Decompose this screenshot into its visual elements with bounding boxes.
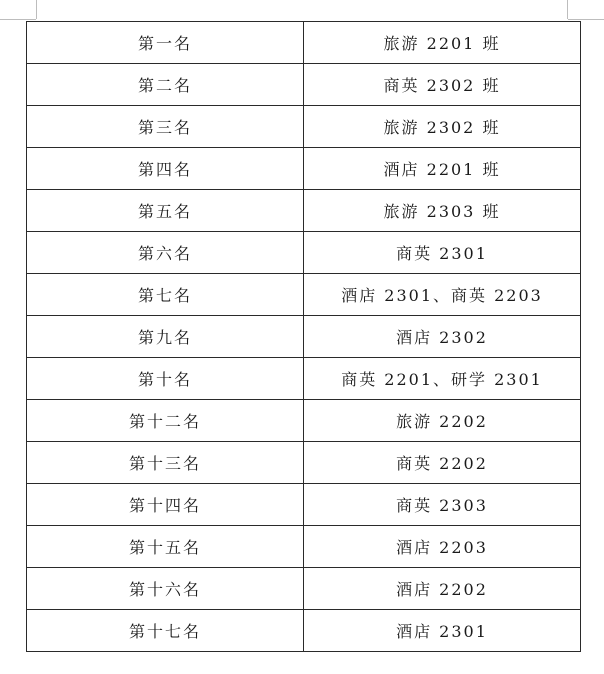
rank-cell: 第十七名 [27,610,304,652]
rank-cell: 第十五名 [27,526,304,568]
table-row [27,106,581,148]
table-row [27,610,581,652]
crop-mark-top-right-horizontal [568,19,604,20]
crop-mark-top-left-horizontal [0,19,36,20]
class-cell: 商英 2303 [304,484,581,526]
crop-mark-top-right-vertical [567,0,568,19]
class-cell: 旅游 2302 班 [304,106,581,148]
class-cell: 商英 2301 [304,232,581,274]
class-cell: 旅游 2201 班 [304,22,581,64]
class-cell: 旅游 2303 班 [304,190,581,232]
table-row [27,190,581,232]
rank-cell: 第六名 [27,232,304,274]
rank-cell: 第十四名 [27,484,304,526]
table-row [27,484,581,526]
rank-cell: 第一名 [27,22,304,64]
rank-cell: 第十二名 [27,400,304,442]
table-row [27,568,581,610]
rank-cell: 第五名 [27,190,304,232]
class-cell: 酒店 2202 [304,568,581,610]
table-row [27,148,581,190]
rank-cell: 第十六名 [27,568,304,610]
rank-cell: 第四名 [27,148,304,190]
table-row [27,274,581,316]
rank-cell: 第十三名 [27,442,304,484]
class-cell: 商英 2202 [304,442,581,484]
rank-cell: 第十名 [27,358,304,400]
table-row [27,64,581,106]
class-cell: 酒店 2302 [304,316,581,358]
class-cell: 酒店 2301、商英 2203 [304,274,581,316]
table-row [27,22,581,64]
class-cell: 酒店 2203 [304,526,581,568]
rank-cell: 第九名 [27,316,304,358]
ranking-table [26,21,581,652]
crop-mark-top-left-vertical [36,0,37,19]
table-row [27,358,581,400]
class-cell: 酒店 2301 [304,610,581,652]
rank-cell: 第三名 [27,106,304,148]
table-row [27,232,581,274]
rank-cell: 第二名 [27,64,304,106]
table-row [27,442,581,484]
table-row [27,400,581,442]
class-cell: 酒店 2201 班 [304,148,581,190]
class-cell: 商英 2201、研学 2301 [304,358,581,400]
table-row [27,316,581,358]
class-cell: 旅游 2202 [304,400,581,442]
class-cell: 商英 2302 班 [304,64,581,106]
rank-cell: 第七名 [27,274,304,316]
table-row [27,526,581,568]
